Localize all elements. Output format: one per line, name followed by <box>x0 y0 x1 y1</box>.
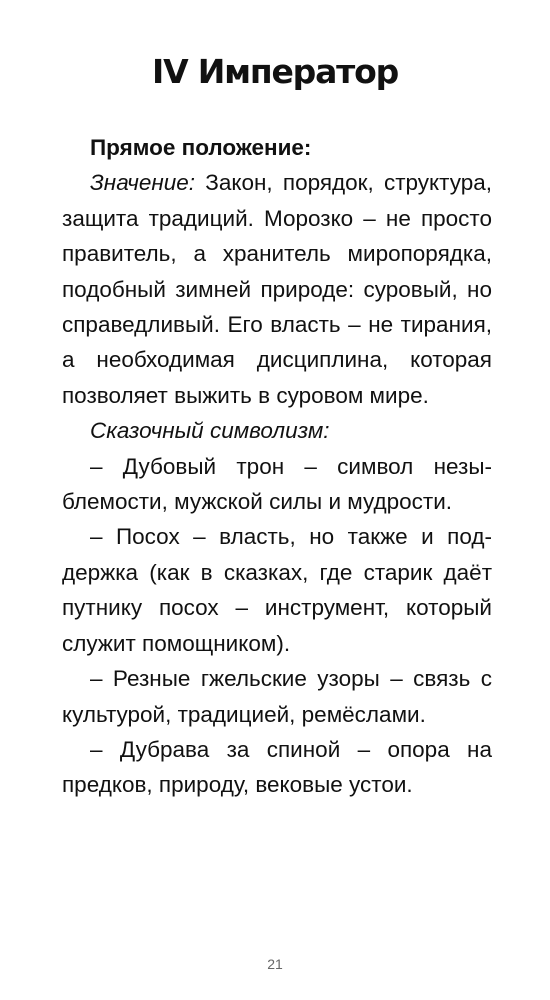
symbol-item-patterns: – Резные гжельские узоры – связь с культурой, традицией, ремёслами. <box>62 666 492 727</box>
symbol-item-staff: – Посох – власть, но также и поддержка (как в сказках, где старик даёт путнику посох – инструмент, который служит помощником). <box>62 524 492 656</box>
symbol-item-throne: – Дубовый трон – символ незыблемости, мужской силы и мудрости. <box>62 453 492 515</box>
page-number: 21 <box>267 956 283 972</box>
symbol-item-oak-grove: – Дубрава за спиной – опора на предков, природу, вековые устои. <box>62 736 492 798</box>
page-content <box>62 130 492 803</box>
page-title: IV Император <box>152 52 398 91</box>
section-heading: Прямое положение: <box>90 135 312 160</box>
meaning-paragraph <box>62 165 492 413</box>
meaning-label: Значение: <box>90 170 196 196</box>
meaning-text: Закон, порядок, структура, защита традиций. Морозко – не просто правитель, а хранитель миропорядка, подобный зимней природе: суровый, но справедливый. Его власть – не тирания, а необходимая дисциплина, которая позволяет выжить в суровом мире. <box>62 170 492 408</box>
symbolism-label: Сказочный символизм: <box>90 418 330 444</box>
